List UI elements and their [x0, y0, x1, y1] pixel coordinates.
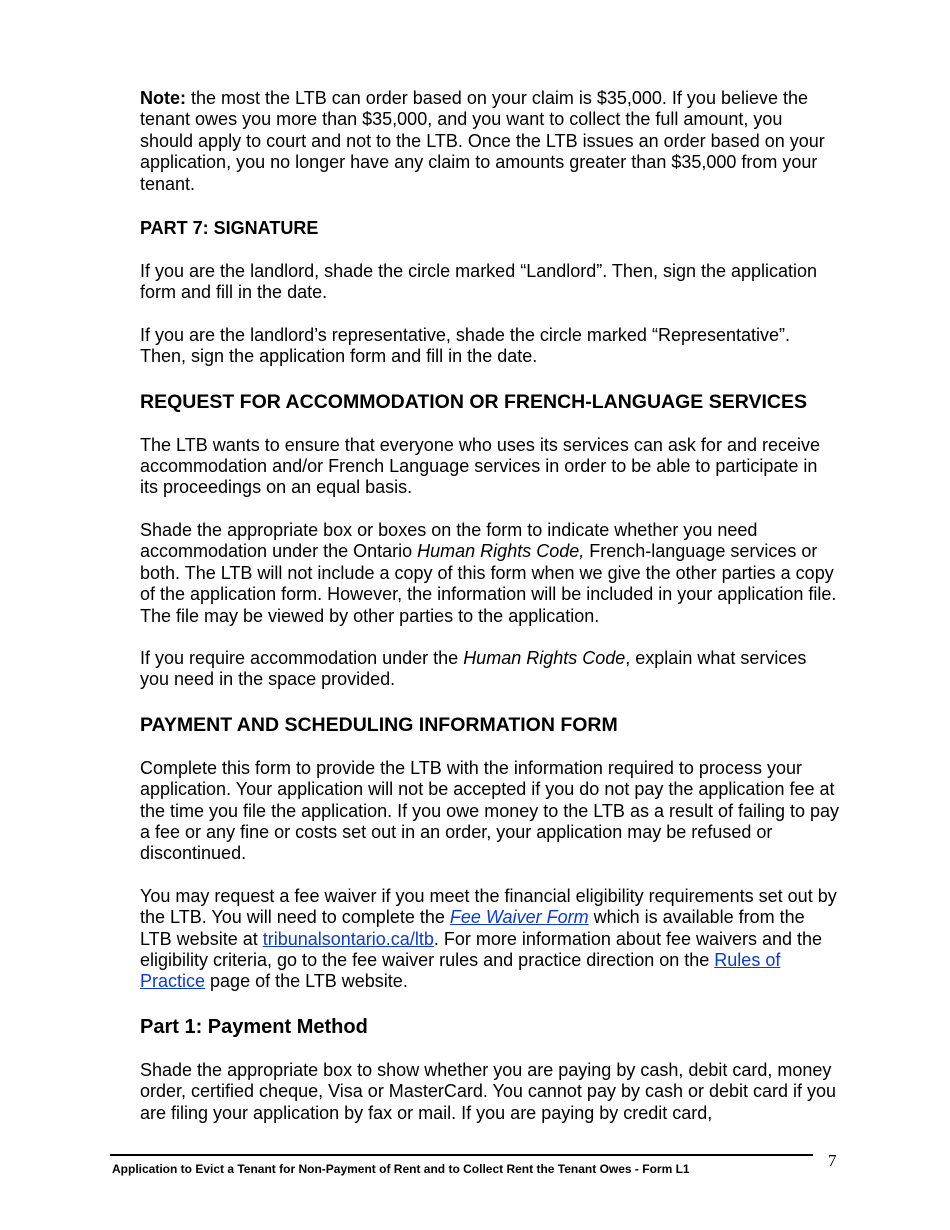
- payment-intro-paragraph: Complete this form to provide the LTB with the information required to process your application. Your application will not be accepted if you do not pay the application fee at the time you file the application. If you owe money to the LTB as a result of failing to pay a fee or any fine or costs set out in an order, your application may be refused or discontinued.: [140, 757, 840, 864]
- accommodation-shade-paragraph: [140, 520, 840, 627]
- footer-rule: [110, 1154, 813, 1156]
- note-label: Note:: [140, 88, 186, 108]
- text-run: You may request a fee waiver if you meet the financial eligibility requirements set out by the LTB. You will need to complete the: [140, 885, 837, 928]
- footer-title: Application to Evict a Tenant for Non-Payment of Rent and to Collect Rent the Tenant Owes - Form L1: [112, 1162, 690, 1176]
- accommodation-intro-paragraph: The LTB wants to ensure that everyone who uses its services can ask for and receive accommodation and/or French Language services in order to be able to participate in its proceedings on an equal basis.: [140, 434, 821, 498]
- human-rights-code-italic: Human Rights Code: [463, 647, 626, 668]
- accommodation-explain-paragraph: [140, 648, 840, 691]
- fee-waiver-form-link[interactable]: [450, 907, 589, 927]
- page-content: [140, 88, 840, 1145]
- part7-heading: PART 7: SIGNATURE: [140, 218, 319, 239]
- accommodation-heading: REQUEST FOR ACCOMMODATION OR FRENCH-LANGUAGE SERVICES: [140, 390, 807, 413]
- tribunals-ontario-link[interactable]: tribunalsontario.ca/ltb: [262, 928, 434, 949]
- fee-waiver-paragraph: [140, 886, 840, 993]
- text-run: . For more information about fee waivers and the eligibility criteria, go to the fee waiver rules and practice direction on the: [140, 928, 823, 970]
- part7-representative-paragraph: If you are the landlord’s representative, shade the circle marked “Representative”. Then, sign the application form and fill in the date.: [140, 324, 791, 367]
- text-run: Shade the appropriate box or boxes on the form to indicate whether you need accommodation under the Ontario: [140, 519, 758, 562]
- text-run: If you require accommodation under the: [140, 647, 464, 668]
- rules-of-practice-link[interactable]: Rules of Practice: [140, 949, 781, 992]
- text-run: , explain what services you need in the space provided.: [140, 647, 807, 690]
- text-run: French-language services or both. The LTB will not include a copy of this form when we give the other parties a copy of the application form. However, the information will be included in your application file. The file may be viewed by other parties to the application.: [140, 541, 837, 626]
- human-rights-code-italic: Human Rights Code,: [417, 541, 585, 562]
- payment-heading: PAYMENT AND SCHEDULING INFORMATION FORM: [140, 713, 618, 736]
- part1-heading: Part 1: Payment Method: [140, 1015, 368, 1038]
- note-text: the most the LTB can order based on your claim is $35,000. If you believe the tenant owes you more than $35,000, and you want to collect the full amount, you should apply to court and not to the LTB. Once the LTB issues an order based on your application, you no longer have any claim to amounts greater than $35,000 from your tenant.: [140, 88, 825, 194]
- part7-landlord-paragraph: If you are the landlord, shade the circle marked “Landlord”. Then, sign the application form and fill in the date.: [140, 261, 818, 303]
- note-paragraph: [140, 88, 840, 195]
- payment-method-paragraph: Shade the appropriate box to show whether you are paying by cash, debit card, money order, certified cheque, Visa or MasterCard. You cannot pay by cash or debit card if you are filing your application by fax or mail. If you are paying by credit card,: [140, 1059, 837, 1123]
- text-run: which is available from the LTB website at: [140, 907, 805, 949]
- text-run: page of the LTB website.: [205, 971, 408, 992]
- fee-waiver-form-link-text: Fee Waiver Form: [449, 907, 589, 928]
- page-number: 7: [828, 1151, 837, 1170]
